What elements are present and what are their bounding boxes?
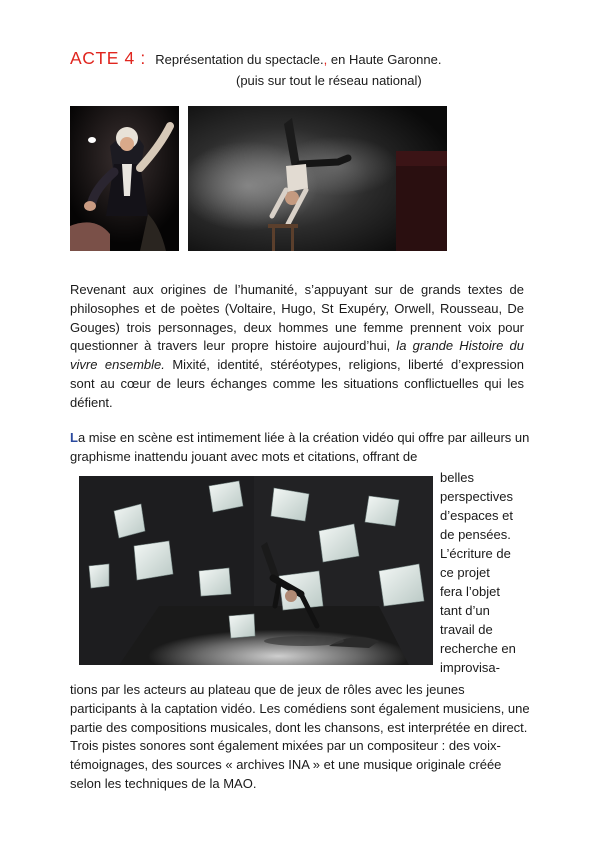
side-line: fera l’objet (440, 584, 500, 599)
side-line: de pensées. (440, 527, 511, 542)
side-line: ce projet (440, 565, 490, 580)
page-heading (70, 48, 441, 69)
paragraph-origins-text: Revenant aux origines de l’humanité, s’appuyant sur de grands textes de philosophes et de poètes (Voltaire, Hugo, St Exupéry, Orwell, Rousseau, De Gouges) trois personnages, deux hommes une femme prennent voix pour questionner à travers leur propre histoire aujourd’hui, (70, 282, 524, 354)
paragraph-staging-intro (70, 429, 530, 467)
paragraph-origins-end: Mixité, identité, stéréotypes, religions, liberté d’expression sont au cœur de leurs échanges comme les situations conflictuelles qui les défient. (70, 357, 524, 410)
photo-actor-wig (70, 106, 179, 251)
act-label: ACTE 4 : (70, 48, 146, 68)
heading-subtitle: (puis sur tout le réseau national) (236, 73, 422, 88)
heading-title (155, 52, 441, 67)
photo-handstand (188, 106, 447, 251)
dropcap-letter: L (70, 430, 78, 445)
paragraph-staging-intro-text: a mise en scène est intimement liée à la création vidéo qui offre par ailleurs un graphisme inattendu jouant avec mots et citations, offrant de (70, 430, 530, 464)
heading-title-rest: en Haute Garonne. (327, 52, 442, 67)
paragraph-staging-rest: tions par les acteurs au plateau que de jeux de rôles avec les jeunes participants à la captation vidéo. Les comédiens sont également musiciens, une partie des compositions musicales, dont les chansons, est interprétée en direct. Trois pistes sonores sont également mixées par un compositeur : des voix-témoignages, des sources « archives INA » et une musique originale créée selon les techniques de la MAO. (70, 682, 530, 791)
heading-title-comma: , (323, 52, 328, 67)
photo-dancer-projection (79, 476, 433, 665)
side-line: perspectives (440, 489, 513, 504)
side-line: d’espaces et (440, 508, 513, 523)
heading-title-main: Représentation du spectacle. (155, 52, 324, 67)
side-line: travail de (440, 622, 493, 637)
side-line: improvisa- (440, 660, 500, 675)
paragraph-staging-side-column (440, 468, 530, 677)
side-line: recherche en (440, 641, 516, 656)
side-line: tant d’un (440, 603, 490, 618)
side-line: belles (440, 470, 474, 485)
paragraph-origins (70, 281, 524, 413)
side-line: L’écriture de (440, 546, 511, 561)
paragraph-origins-italic: la grande Histoire du vivre ensemble. (70, 338, 524, 373)
